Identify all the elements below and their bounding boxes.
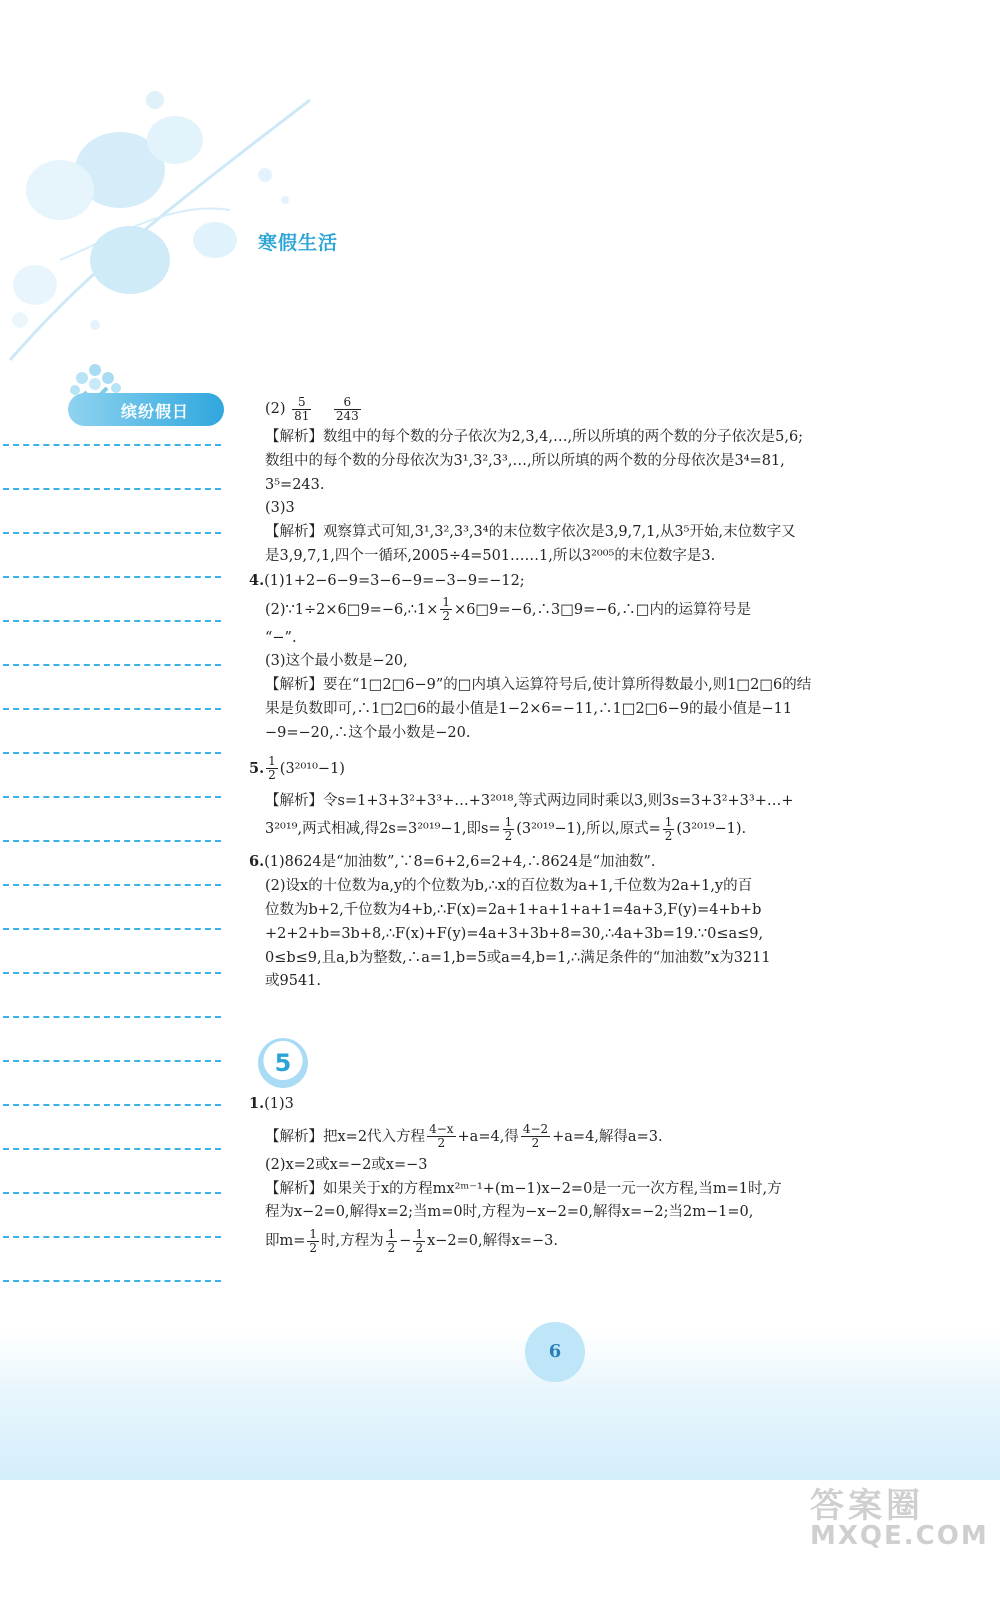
footer-band: [0, 1330, 1000, 1480]
answer-line: 位数为b+2,千位数为4+b,∴F(x)=2a+1+a+1+a+1=4a+3,F(y)=4+b+b: [265, 901, 762, 918]
analysis-line: 【解析】要在“1□2□6−9”的□内填入运算符号后,使计算所得数最小,则1□2□6的结: [265, 677, 812, 694]
analysis-line: 数组中的每个数的分母依次为3¹,3²,3³,…,所以所填的两个数的分母依次是3⁴=81,: [265, 452, 785, 469]
note-line: [3, 928, 221, 930]
note-line: [3, 1016, 221, 1018]
answer-line: 4.(1)1+2−6−9=3−6−9=−3−9=−12;: [249, 571, 525, 589]
note-line: [3, 1148, 221, 1150]
answer-line: (2)设x的十位数为a,y的个位数为b,∴x的百位数为a+1,千位数为2a+1,y的百: [265, 878, 753, 895]
note-line: [3, 1192, 221, 1194]
question-number: 6.: [249, 853, 265, 871]
answer-line: +2+2+b=3b+8,∴F(x)+F(y)=4a+3+3b+8=30,∴4a+3b=19.∵0≤a≤9,: [265, 925, 764, 942]
answer-line: 5. $\frac{1}{2}$ (3²⁰¹⁰−1): [249, 754, 345, 783]
answer-line: (2) $\frac{5}{81}$ $\frac{6}{243}$: [265, 394, 359, 423]
question-number: 4.: [249, 571, 265, 589]
watermark-logo-text: 答案圈: [810, 1486, 924, 1526]
note-line: [3, 444, 221, 446]
fraction: $\frac{1}{2}$: [309, 1226, 318, 1255]
note-line: [3, 752, 221, 754]
note-line: [3, 972, 221, 974]
answer-line: (3)这个最小数是−20,: [265, 653, 408, 670]
note-line: [3, 1236, 221, 1238]
answer-line: (2)x=2或x=−2或x=−3: [265, 1156, 428, 1173]
note-line: [3, 1060, 221, 1062]
fraction: $\frac{6}{243}$: [335, 394, 359, 423]
note-line: [3, 796, 221, 798]
note-line: [3, 664, 221, 666]
answer-line: (3)3: [265, 500, 295, 517]
sidebar-badge-label: 缤纷假日: [121, 402, 190, 421]
analysis-line: 【解析】观察算式可知,3¹,3²,3³,3⁴的末位数字依次是3,9,7,1,从3⁵开始,末位数字又: [265, 524, 796, 541]
analysis-line: 果是负数即可,∴1□2□6的最小值是1−2×6=−11,∴1□2□6−9的最小值是−11: [265, 700, 793, 717]
question-number: 5.: [249, 759, 265, 777]
analysis-line: 是3,9,7,1,四个一循环,2005÷4=501……1,所以3²⁰⁰⁵的末位数字是3.: [265, 547, 716, 564]
watermark-url: MXQE.COM: [810, 1521, 989, 1551]
fraction: $\frac{5}{81}$: [294, 394, 310, 423]
answer-line: 6.(1)8624是“加油数”,∵8=6+2,6=2+4,∴8624是“加油数”.: [249, 853, 656, 871]
note-line: [3, 1104, 221, 1106]
analysis-line: 【解析】数组中的每个数的分子依次为2,3,4,…,所以所填的两个数的分子依次是5,6;: [265, 429, 804, 445]
analysis-line: 【解析】如果关于x的方程mx²ᵐ⁻¹+(m−1)x−2=0是一元一次方程,当m=1时,方: [265, 1180, 782, 1197]
fraction: $\frac{4-2}{2}$: [522, 1122, 549, 1151]
fraction: $\frac{1}{2}$: [415, 1226, 424, 1255]
page-title: 寒假生活: [258, 232, 339, 254]
analysis-line: 【解析】把x=2代入方程 $\frac{4-x}{2}$ +a=4,得 $\frac{4-2}{2}$ +a=4,解得a=3.: [265, 1122, 663, 1151]
note-line: [3, 532, 221, 534]
page-number: 6: [548, 1341, 562, 1362]
answer-line: 1.(1)3: [249, 1095, 294, 1112]
fraction: $\frac{1}{2}$: [664, 814, 673, 843]
answer-line: (2)∵1÷2×6□9=−6,∴1× $\frac{1}{2}$ ×6□9=−6,∴3□9=−6,∴□内的运算符号是: [265, 595, 751, 624]
note-line: [3, 620, 221, 622]
analysis-line: 3⁵=243.: [265, 476, 325, 493]
analysis-line: 程为x−2=0,解得x=2;当m=0时,方程为−x−2=0,解得x=−2;当2m−1=0,: [265, 1204, 754, 1221]
watermark: [810, 1478, 989, 1551]
section-number: 5: [274, 1049, 292, 1077]
answer-content: [249, 393, 887, 994]
answer-line: 0≤b≤9,且a,b为整数,∴a=1,b=5或a=4,b=1,∴满足条件的“加油数”x为3211: [265, 949, 771, 966]
analysis-line: 3²⁰¹⁹,两式相减,得2s=3²⁰¹⁹−1,即s= $\frac{1}{2}$ (3²⁰¹⁹−1),所以,原式= $\frac{1}{2}$ (3²⁰¹⁹−1).: [265, 814, 747, 843]
question-number: 1.: [249, 1095, 265, 1112]
fraction: $\frac{1}{2}$: [504, 814, 513, 843]
note-line: [3, 576, 221, 578]
analysis-line: 【解析】令s=1+3+3²+3³+…+3²⁰¹⁸,等式两边同时乘以3,则3s=3+3²+3³+…+: [265, 792, 794, 809]
fraction: $\frac{1}{2}$: [268, 754, 276, 783]
fraction: $\frac{1}{2}$: [387, 1226, 396, 1255]
analysis-line: −9=−20,∴这个最小数是−20.: [265, 724, 471, 741]
note-line: [3, 1280, 221, 1282]
note-line: [3, 884, 221, 886]
answer-content-section-5: [249, 1092, 887, 1258]
note-line: [3, 708, 221, 710]
answer-line: “−”.: [265, 629, 297, 646]
note-line: [3, 840, 221, 842]
fraction: $\frac{4-x}{2}$: [429, 1122, 454, 1151]
fraction: $\frac{1}{2}$: [442, 595, 451, 624]
floral-decoration: [0, 80, 330, 370]
note-line: [3, 488, 221, 490]
answer-line: 或9541.: [265, 973, 322, 990]
analysis-line: 即m= $\frac{1}{2}$ 时,方程为 $\frac{1}{2}$ − $\frac{1}{2}$ x−2=0,解得x=−3.: [265, 1226, 558, 1255]
